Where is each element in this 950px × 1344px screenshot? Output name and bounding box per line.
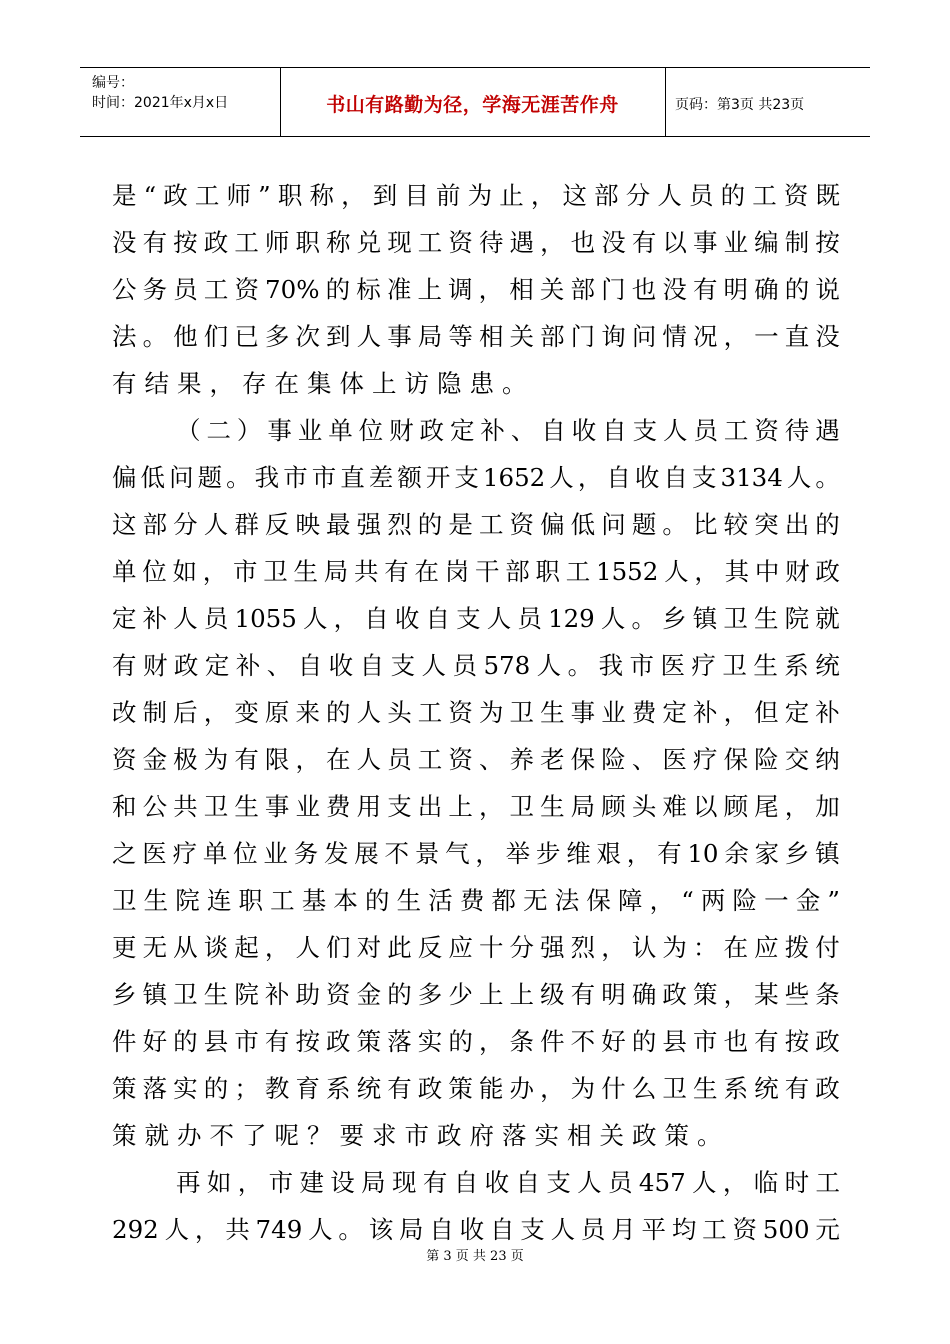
- text-line: 法 。 他 们 已 多 次 到 人 事 局 等 相 关 部 门 询 问 情 况 ， 一 直 没: [112, 322, 840, 351]
- text-line: 策 落 实 的 ； 教 育 系 统 有 政 策 能 办 ， 为 什 么 卫 生 系 统 有 政: [112, 1074, 840, 1103]
- text-line: 没 有 按 政 工 师 职 称 兑 现 工 资 待 遇 ， 也 没 有 以 事 业 编 制 按: [112, 228, 840, 257]
- text-line: 卫 生 院 连 职 工 基 本 的 生 活 费 都 无 法 保 障 ， “ 两 险 一 金 ”: [112, 886, 840, 915]
- text-line: 资 金 极 为 有 限 ， 在 人 员 工 资 、 养 老 保 险 、 医 疗 保 险 交 纳: [112, 745, 840, 774]
- text-line: 292 人 ， 共 749 人 。 该 局 自 收 自 支 人 员 月 平 均 工 资 500 元: [112, 1215, 840, 1244]
- text-line: 公 务 员 工 资 70% 的 标 准 上 调 ， 相 关 部 门 也 没 有 明 确 的 说: [112, 275, 840, 304]
- text-line: 件 好 的 县 市 有 按 政 策 落 实 的 ， 条 件 不 好 的 县 市 也 有 按 政: [112, 1027, 840, 1056]
- text-line: 单 位 如 ， 市 卫 生 局 共 有 在 岗 干 部 职 工 1552 人 ， 其 中 财 政: [112, 557, 840, 586]
- text-line: 是 “ 政 工 师 ” 职 称 ， 到 目 前 为 止 ， 这 部 分 人 员 的 工 资 既: [112, 181, 840, 210]
- header-info-cell: [80, 68, 281, 136]
- document-body: [112, 172, 840, 1253]
- header-motto-cell: [280, 68, 666, 136]
- text-line: 再 如 ， 市 建 设 局 现 有 自 收 自 支 人 员 457 人 ， 临 时 工: [176, 1168, 840, 1197]
- text-line: 定 补 人 员 1055 人 ， 自 收 自 支 人 员 129 人 。 乡 镇 卫 生 院 就: [112, 604, 840, 633]
- number-label: 编号：: [92, 75, 134, 91]
- text-line: 更 无 从 谈 起 ， 人 们 对 此 反 应 十 分 强 烈 ， 认 为 ： 在 应 拨 付: [112, 933, 840, 962]
- time-label: 时间：2021年x月x日: [92, 95, 229, 111]
- page-code: 页码：第3页 共23页: [675, 97, 805, 113]
- motto: 书山有路勤为径，学海无涯苦作舟: [326, 94, 619, 116]
- text-line: 乡 镇 卫 生 院 补 助 资 金 的 多 少 上 上 级 有 明 确 政 策 ， 某 些 条: [112, 980, 840, 1009]
- text-line: 有结果，存在集体上访隐患。: [112, 369, 535, 398]
- page-footer: 第 3 页 共 23 页: [426, 1249, 524, 1264]
- text-line: 改 制 后 ， 变 原 来 的 人 头 工 资 为 卫 生 事 业 费 定 补 ， 但 定 补: [112, 698, 840, 727]
- text-line: 偏 低 问 题 。 我 市 市 直 差 额 开 支 1652 人 ， 自 收 自 支 3134 人 。: [112, 463, 840, 492]
- text-line: 之 医 疗 单 位 业 务 发 展 不 景 气 ， 举 步 维 艰 ， 有 10 余 家 乡 镇: [112, 839, 840, 868]
- text-line: 和 公 共 卫 生 事 业 费 用 支 出 上 ， 卫 生 局 顾 头 难 以 顾 尾 ， 加: [112, 792, 840, 821]
- header-page-cell: [665, 68, 870, 136]
- text-line: 有 财 政 定 补 、 自 收 自 支 人 员 578 人 。 我 市 医 疗 卫 生 系 统: [112, 651, 840, 680]
- text-line: （ 二 ） 事 业 单 位 财 政 定 补 、 自 收 自 支 人 员 工 资 待 遇: [176, 416, 840, 445]
- text-line: 这 部 分 人 群 反 映 最 强 烈 的 是 工 资 偏 低 问 题 。 比 较 突 出 的: [112, 510, 840, 539]
- page-header: [80, 67, 870, 137]
- text-line: 策就办不了呢？要求市政府落实相关政策。: [112, 1121, 730, 1150]
